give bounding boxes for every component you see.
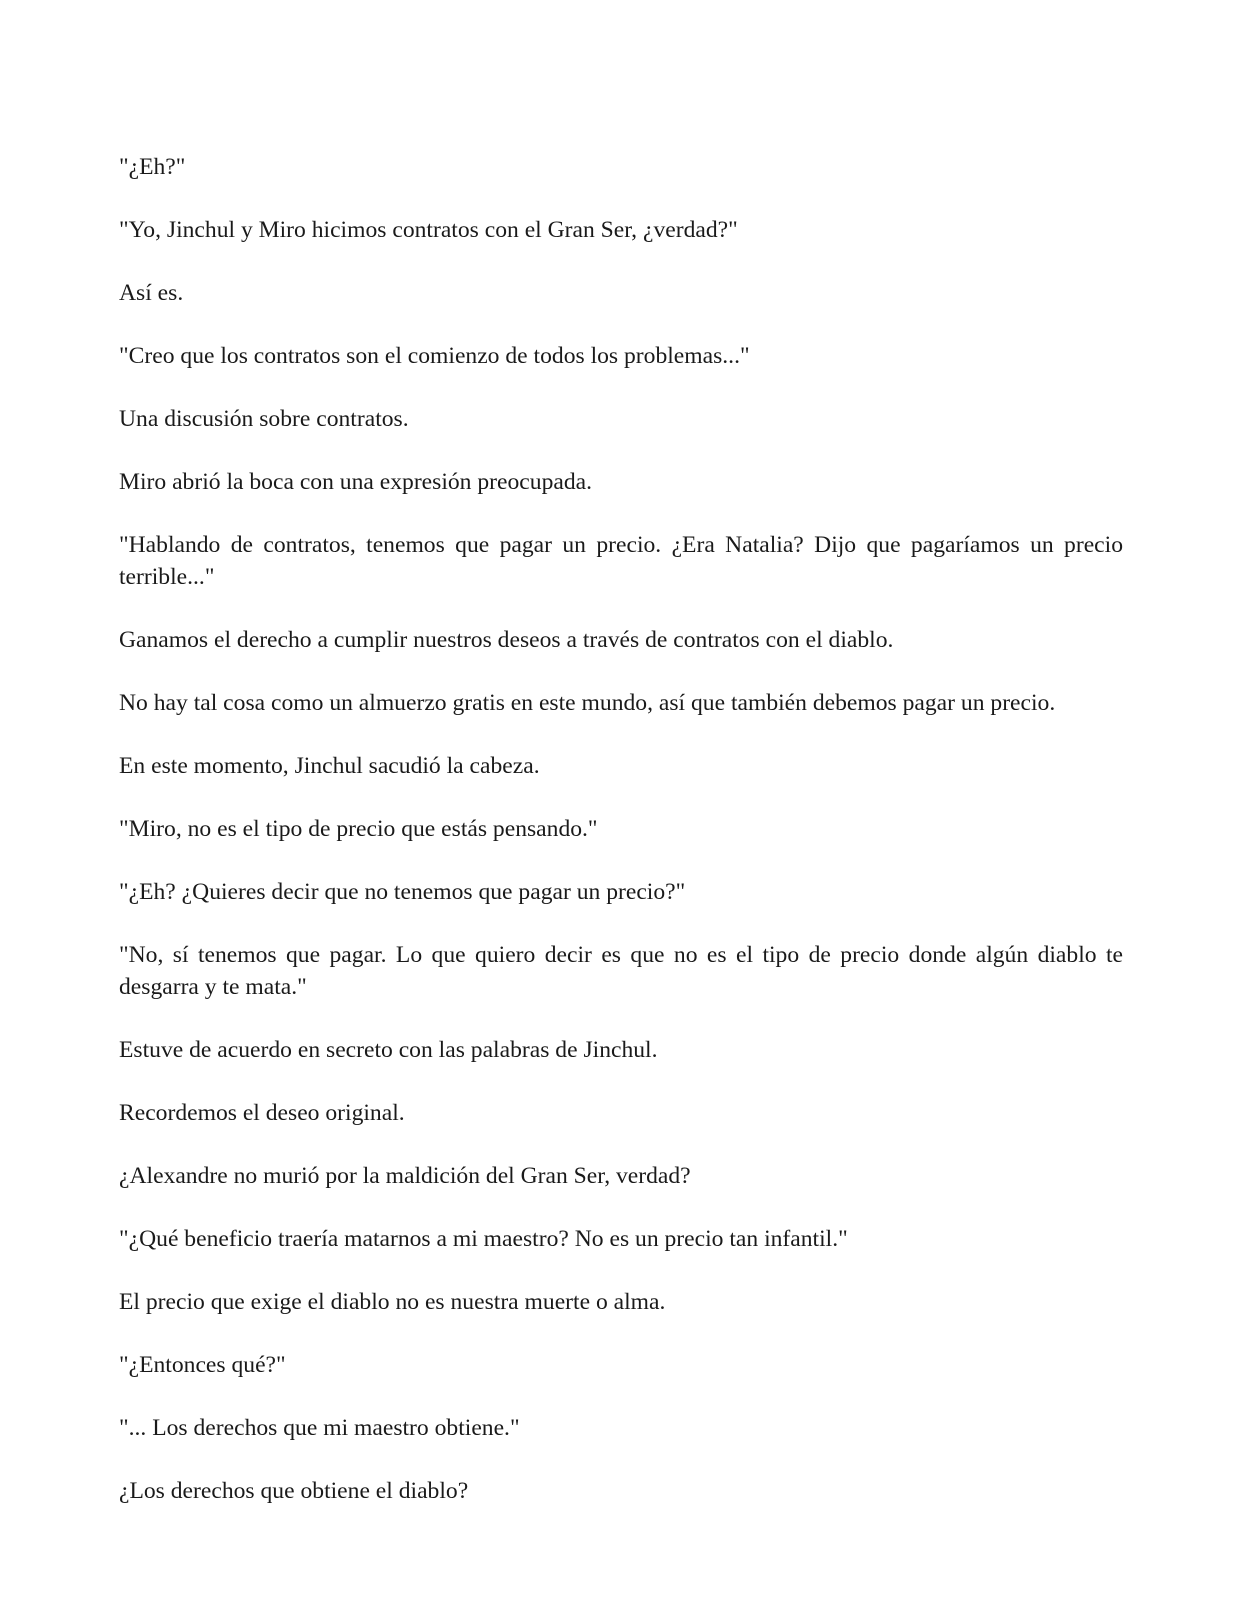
paragraph: Estuve de acuerdo en secreto con las palabras de Jinchul. <box>119 1037 658 1063</box>
paragraph: "Creo que los contratos son el comienzo de todos los problemas..." <box>119 343 750 369</box>
paragraph: En este momento, Jinchul sacudió la cabeza. <box>119 753 540 779</box>
paragraph: No hay tal cosa como un almuerzo gratis en este mundo, así que también debemos pagar un precio. <box>119 690 1056 716</box>
paragraph: "¿Entonces qué?" <box>119 1352 286 1378</box>
paragraph: Así es. <box>119 280 184 306</box>
paragraph: "Miro, no es el tipo de precio que estás pensando." <box>119 816 598 842</box>
paragraph: "Yo, Jinchul y Miro hicimos contratos con el Gran Ser, ¿verdad?" <box>119 217 738 243</box>
paragraph: "Hablando de contratos, tenemos que pagar un precio. ¿Era Natalia? Dijo que pagaríamos un precio terrible..." <box>119 532 1123 590</box>
paragraph: ¿Alexandre no murió por la maldición del Gran Ser, verdad? <box>119 1163 691 1189</box>
paragraph: Miro abrió la boca con una expresión preocupada. <box>119 469 593 495</box>
paragraph: "¿Eh?" <box>119 154 186 180</box>
paragraph: "¿Qué beneficio traería matarnos a mi maestro? No es un precio tan infantil." <box>119 1226 848 1252</box>
paragraph: "... Los derechos que mi maestro obtiene." <box>119 1415 520 1441</box>
paragraph: Recordemos el deseo original. <box>119 1100 405 1126</box>
paragraph: El precio que exige el diablo no es nuestra muerte o alma. <box>119 1289 666 1315</box>
paragraph: Ganamos el derecho a cumplir nuestros deseos a través de contratos con el diablo. <box>119 627 894 653</box>
paragraph: "No, sí tenemos que pagar. Lo que quiero decir es que no es el tipo de precio donde algún diablo te desgarra y te mata." <box>119 942 1123 1000</box>
paragraph: ¿Los derechos que obtiene el diablo? <box>119 1478 469 1504</box>
paragraph: Una discusión sobre contratos. <box>119 406 409 432</box>
document-body <box>119 151 1123 1538</box>
paragraph: "¿Eh? ¿Quieres decir que no tenemos que pagar un precio?" <box>119 879 686 905</box>
